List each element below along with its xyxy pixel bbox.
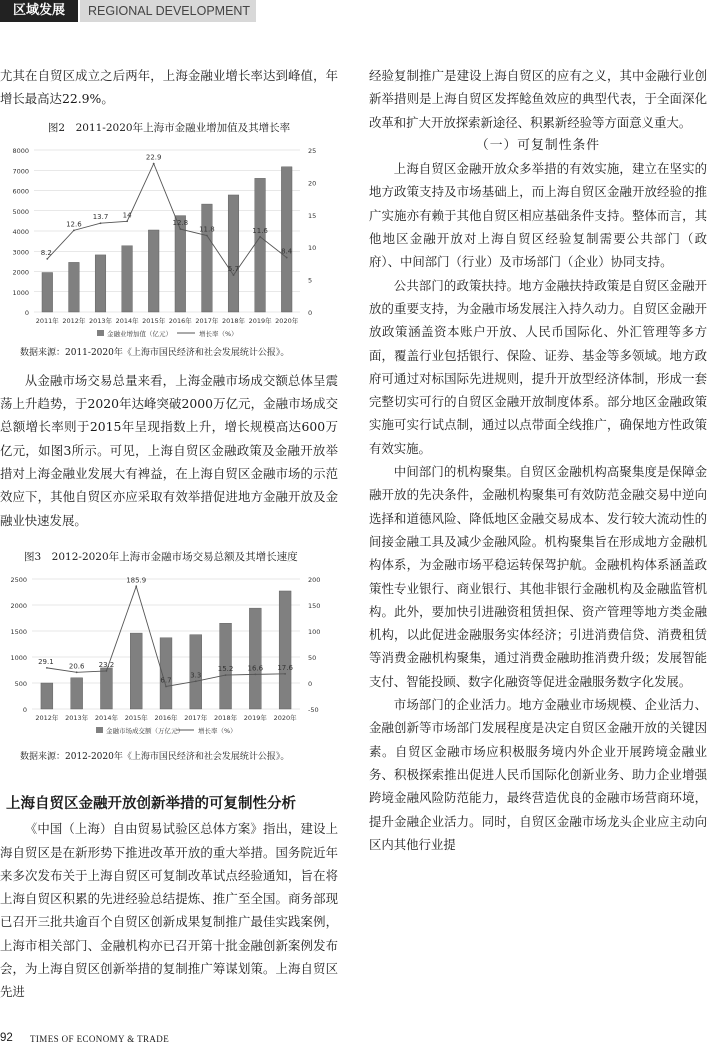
line-point [179, 228, 181, 230]
paragraph: 市场部门的企业活力。地方金融业市场规模、企业活力、金融创新等市场部门发展程度是决定自贸区金融开放的关键因素。自贸区金融市场应积极服务境内外企业开展跨境金融业务、积极探索推出促进人民币国际化创新业务、助力企业增强跨境金融风险防范能力，最终营造优良的金融市场营商环境，提升金融企业活力。同时，自贸区金融市场龙头企业应主动向区内其他行业提 [369, 697, 707, 852]
y-tick-label: 2000 [12, 268, 29, 277]
bar [71, 678, 83, 709]
data-label: 5.7 [227, 264, 240, 273]
data-label: 8.4 [281, 247, 293, 256]
y-tick-label: 0 [24, 308, 29, 317]
figure-3-chart [0, 569, 338, 749]
y-tick-label: 0 [22, 706, 27, 715]
bar [95, 255, 106, 312]
legend-label: 增长率（%） [199, 329, 238, 338]
x-tick-label: 2017年 [195, 316, 219, 325]
x-tick-label: 2013年 [88, 316, 113, 325]
data-label: 22.9 [145, 153, 162, 162]
data-label: 13.7 [92, 213, 109, 222]
paragraph: 尤其在自贸区成立之后两年，上海金融业增长率达到峰值，年增长最高达22.9%。 [0, 68, 338, 107]
x-tick-label: 2016年 [154, 714, 178, 723]
bar [279, 591, 291, 709]
data-label: 8.2 [40, 248, 52, 257]
x-tick-label: 2020年 [273, 714, 297, 723]
x-tick-label: 2015年 [124, 714, 148, 723]
x-tick-label: 2015年 [142, 316, 166, 325]
x-tick-label: 2011年 [35, 316, 59, 325]
y2-tick-label: -50 [308, 706, 319, 715]
x-tick-label: 2019年 [243, 714, 267, 723]
figure-3-source: 数据来源：2012-2020年《上海市国民经济和社会发展统计公报》。 [20, 752, 290, 763]
y-tick-label: 2000 [10, 602, 27, 611]
legend-label: 增长率（%） [198, 727, 237, 736]
paragraph: 从金融市场交易总量来看，上海金融市场成交额总体呈震荡上升趋势，于2020年达峰突破2000万亿元，金融市场成交总额增长率则于2015年呈现指数上升，增长规模高达600万亿元，如图3所示。可见，上海自贸区金融政策及金融开放举措对上海金融业发展大有裨益，在上海自贸区金融市场的示范效应下，其他自贸区亦应采取有效举措促进地方金融开放及金融业快速发展。 [0, 372, 338, 528]
line-point [76, 672, 78, 674]
data-label: 6.7 [160, 676, 172, 685]
x-tick-label: 2017年 [184, 714, 208, 723]
data-label: 11.8 [199, 225, 215, 234]
bar [249, 608, 261, 709]
line-point [126, 220, 128, 222]
x-tick-label: 2016年 [168, 316, 192, 325]
paragraph: 公共部门的政策扶持。地方金融扶持政策是自贸区金融开放的重要支持，为金融市场发展注入持久动力。自贸区金融开放政策涵盖资本账户开放、人民币国际化、外汇管理等多方面，覆盖行业包括银行、保险、证券、基金等多领域。地方政府可通过对标国际先进规则，提升开放型经济体制，形成一套完整切实可行的自贸区金融开放制度体系。部分地区金融政策实施可实行试点制，通过以点带面全线推广，确保地方性政策有效实施。 [369, 277, 707, 456]
right-column [369, 64, 707, 856]
line-point [284, 673, 286, 675]
legend-swatch-bars [97, 330, 104, 336]
line-point [259, 236, 261, 238]
y2-tick-label: 10 [308, 244, 317, 253]
line-point [100, 222, 102, 224]
y-tick-label: 1000 [10, 654, 27, 663]
bar [255, 178, 266, 312]
bar [281, 167, 292, 312]
line-point [46, 667, 48, 669]
y-tick-label: 6000 [12, 187, 29, 196]
legend-swatch-bars [96, 727, 103, 733]
y2-tick-label: 0 [308, 308, 313, 317]
x-tick-label: 2012年 [35, 714, 59, 723]
line-point [135, 586, 137, 588]
data-label: 3.3 [190, 671, 202, 680]
left-column [0, 64, 338, 1004]
legend-label: 金融市场成交额（万亿元） [106, 727, 184, 736]
line-point [73, 229, 75, 231]
line-point [46, 258, 48, 260]
figure-2-source: 数据来源：2011-2020年《上海市国民经济和社会发展统计公报》。 [20, 347, 290, 358]
y2-tick-label: 15 [308, 211, 317, 220]
data-label: 12.6 [66, 220, 82, 229]
line-point [233, 274, 235, 276]
growth-line [47, 163, 286, 274]
bar [122, 246, 133, 312]
line-point [254, 674, 256, 676]
data-label: 16.6 [247, 664, 264, 673]
y2-tick-label: 25 [308, 146, 317, 155]
subheading: （一）可复制性条件 [475, 137, 601, 153]
bar [100, 668, 112, 709]
y-tick-label: 1500 [10, 628, 27, 637]
data-label: 12.8 [172, 218, 189, 227]
x-tick-label: 2018年 [221, 316, 246, 325]
data-label: 14 [122, 211, 132, 220]
figure-2-chart [0, 140, 338, 345]
y2-tick-label: 50 [308, 654, 317, 663]
data-label: 29.1 [38, 658, 54, 667]
line-point [195, 681, 197, 683]
x-tick-label: 2013年 [65, 714, 89, 723]
bar [148, 230, 159, 312]
y2-tick-label: 5 [308, 276, 313, 285]
section-tag: 区域发展 [0, 0, 78, 22]
data-label: 20.6 [68, 662, 85, 671]
legend-label: 金融业增加值（亿元） [107, 329, 172, 338]
x-tick-label: 2019年 [248, 316, 272, 325]
page-footer [0, 1031, 300, 1046]
bar [69, 262, 80, 312]
paragraph: 上海自贸区金融开放众多举措的有效实施，建立在坚实的地方政策支持及市场基础上，而上海自贸区金融开放经验的推广实施亦有赖于其他自贸区相应基础条件支持。整体而言，其他地区金融开放对上海自贸区经验复制需要公共部门（政府）、中间部门（行业）及市场部门（企业）协同支持。 [369, 161, 707, 270]
y2-tick-label: 150 [308, 602, 321, 611]
figure-3-title: 图3 2012-2020年上海市金融市场交易总额及其增长速度 [24, 550, 298, 563]
bar [130, 633, 142, 709]
data-label: 17.6 [277, 664, 293, 673]
paragraph: 经验复制推广是建设上海自贸区的应有之义，其中金融行业创新举措则是上海自贸区发挥鲶鱼效应的典型代表，于全面深化改革和扩大开放探索新途径、积累新经验等方面意义重大。 [369, 68, 707, 130]
y-tick-label: 500 [14, 680, 27, 689]
section-banner: REGIONAL DEVELOPMENT [80, 0, 256, 22]
bar [202, 204, 213, 312]
bar [42, 272, 53, 311]
y2-tick-label: 100 [308, 628, 321, 637]
y2-tick-label: 200 [308, 576, 321, 585]
x-tick-label: 2020年 [275, 316, 299, 325]
figure-2-title: 图2 2011-2020年上海市金融业增加值及其增长率 [47, 121, 291, 134]
y-tick-label: 1000 [12, 288, 29, 297]
data-label: 185.9 [126, 576, 147, 585]
line-point [153, 163, 155, 165]
line-point [165, 686, 167, 688]
y-tick-label: 7000 [12, 167, 29, 176]
line-point [286, 257, 288, 259]
y-tick-label: 8000 [12, 146, 29, 155]
y-tick-label: 3000 [12, 248, 29, 257]
section-heading: 上海自贸区金融开放创新举措的可复制性分析 [6, 796, 296, 813]
x-tick-label: 2014年 [115, 316, 139, 325]
x-tick-label: 2012年 [62, 316, 86, 325]
line-point [225, 674, 227, 676]
y-tick-label: 5000 [12, 207, 29, 216]
y2-tick-label: 0 [308, 680, 313, 689]
page-number: 92 [0, 1032, 13, 1044]
x-tick-label: 2018年 [214, 714, 238, 723]
line-point [106, 670, 108, 672]
data-label: 23.2 [98, 661, 115, 670]
bar [228, 195, 239, 312]
y-tick-label: 2500 [10, 576, 27, 585]
line-point [206, 235, 208, 237]
data-label: 11.6 [252, 226, 268, 235]
bar [41, 683, 53, 709]
paragraph: 《中国（上海）自由贸易试验区总体方案》指出，建设上海自贸区是在新形势下推进改革开放的重大举措。国务院近年来多次发布关于上海自贸区可复制改革试点经验通知，旨在将上海自贸区积累的先进经验总结提炼、推广至全国。商务部现已召开三批共逾百个自贸区创新成果复制推广最佳实践案例，上海市相关部门、金融机构亦已召开第十批金融创新案例发布会，为上海自贸区创新举措的复制推广筹谋划策。上海自贸区先进 [0, 821, 338, 1000]
paragraph: 中间部门的机构聚集。自贸区金融机构高聚集度是保障金融开放的先决条件，金融机构聚集可有效防范金融交易中逆向选择和道德风险、降低地区金融交易成本、发行较大流动性的间接金融工具及减少金融风险。机构聚集旨在形成地方金融机构体系，为金融市场平稳运转保驾护航。金融机构体系涵盖政策性专业银行、商业银行、其他非银行金融机构及金融监管机构。此外，要加快引进融资租赁担保、资产管理等地方类金融机构，以此促进金融服务实体经济；引进消费信贷、消费租赁等消费金融机构聚集，通过消费金融助推消费升级；发展智能支付、智能投顾、数字化融资等促进金融服务数字化发展。 [369, 464, 707, 689]
x-tick-label: 2014年 [94, 714, 118, 723]
y2-tick-label: 20 [308, 179, 317, 188]
y-tick-label: 4000 [12, 227, 29, 236]
data-label: 15.2 [217, 665, 234, 674]
publication-name: TIMES OF ECONOMY & TRADE [30, 1034, 170, 1044]
